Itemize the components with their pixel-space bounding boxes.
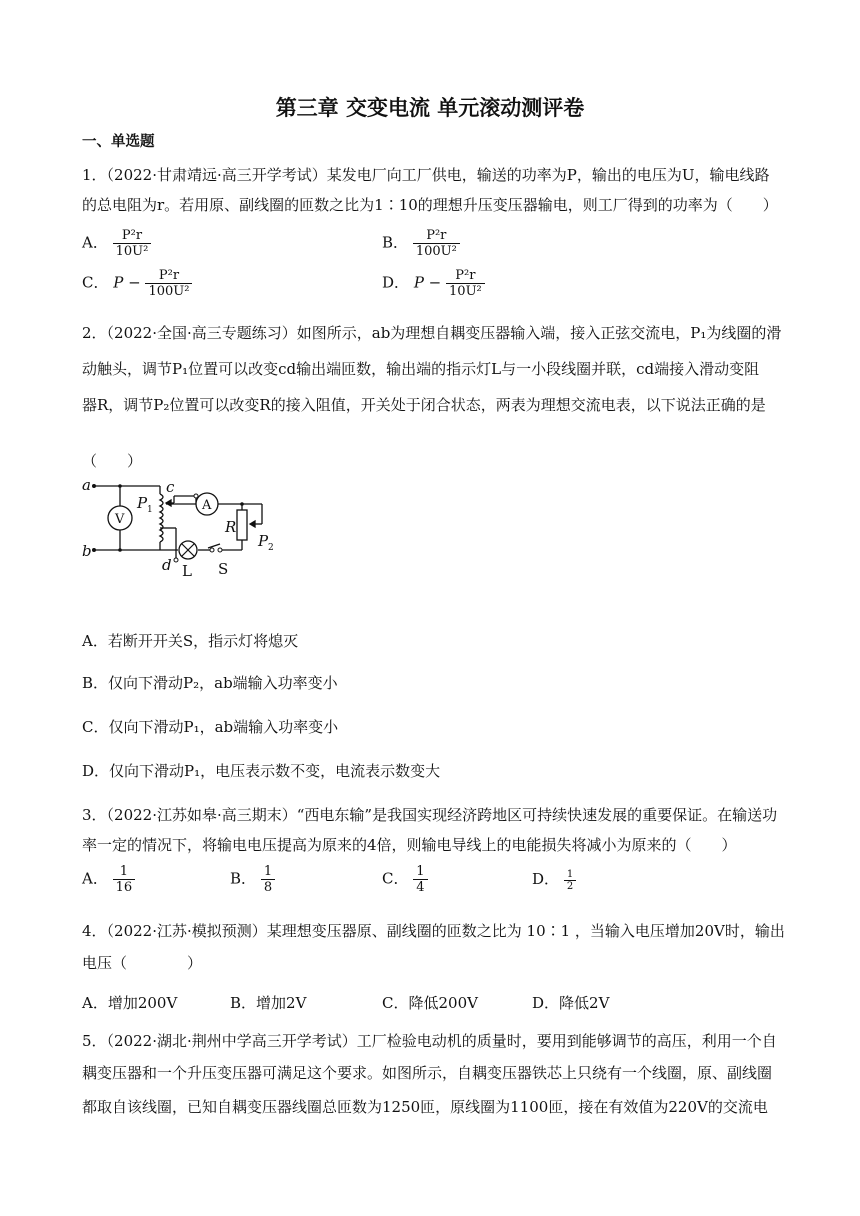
label-p2: P	[258, 532, 269, 550]
fraction: $\frac{\text{P²r}}{\text{100U²}}$	[413, 228, 460, 259]
q3-option-d	[532, 868, 576, 892]
label-p1-sub: 1	[147, 505, 153, 515]
q5-line1: 5．（2022·湖北·荆州中学高三开学考试）工厂检验电动机的质量时，要用到能够调节的高压，利用一个自	[82, 1032, 777, 1050]
section-heading: 一、单选题	[82, 134, 155, 150]
circuit-diagram	[80, 474, 290, 584]
q1-option-c	[82, 268, 192, 299]
q2-option-c: C．仅向下滑动P₁，ab端输入功率变小	[82, 718, 339, 736]
fraction: $\frac{\text{P²r}}{\text{10U²}}$	[113, 228, 152, 259]
label-d: d	[162, 556, 172, 574]
q4-line2: 电压（ ）	[82, 954, 203, 972]
q1-option-a	[82, 228, 151, 259]
q4-line1: 4．（2022·江苏·模拟预测）某理想变压器原、副线圈的匝数之比为 10∶1 ，当输入电压增加20V时，输出	[82, 922, 785, 940]
option-label: C．	[382, 869, 409, 888]
fraction: $\frac{1}{16}$	[113, 864, 136, 895]
label-p1: P	[137, 494, 148, 512]
q3-line2: 率一定的情况下，将输电电压提高为原来的4倍，则输电导线上的电能损失将减小为原来的（ ）	[82, 836, 737, 854]
q2-line1: 2．（2022·全国·高三专题练习）如图所示，ab为理想自耦变压器输入端，接入正弦交流电，P₁为线圈的滑	[82, 324, 782, 342]
lamp-icon	[179, 541, 197, 559]
q3-line1: 3．（2022·江苏如皋·高三期末）“西电东输”是我国实现经济跨地区可持续快速发展的重要保证。在输送功	[82, 806, 778, 824]
option-prefix: P −	[413, 273, 442, 292]
label-s: S	[218, 560, 229, 578]
q2-option-d: D．仅向下滑动P₁，电压表示数不变，电流表示数变大	[82, 762, 441, 780]
label-ammeter: A	[202, 498, 212, 513]
q5-line2: 耦变压器和一个升压变压器可满足这个要求。如图所示，自耦变压器铁芯上只绕有一个线圈，原、副线圈	[82, 1064, 773, 1082]
label-p2-sub: 2	[268, 543, 274, 553]
q4-option-c: C．降低200V	[382, 994, 478, 1012]
option-label: C．	[82, 273, 109, 292]
fraction: $\frac{1}{2}$	[564, 869, 576, 892]
fraction: $\frac{1}{4}$	[413, 864, 427, 895]
q4-option-a: A．增加200V	[82, 994, 178, 1012]
q2-option-a: A．若断开开关S，指示灯将熄灭	[82, 632, 299, 650]
label-v: V	[115, 512, 125, 527]
q1-option-d	[382, 268, 485, 299]
q2-line2: 动触头，调节P₁位置可以改变cd输出端匝数，输出端的指示灯L与一小段线圈并联，cd端接入滑动变阻	[82, 360, 760, 378]
option-label: D．	[532, 870, 560, 888]
option-label: B．	[230, 869, 257, 888]
q5-line3: 都取自该线圈，已知自耦变压器线圈总匝数为1250匝，原线圈为1100匝，接在有效值为220V的交流电	[82, 1098, 768, 1116]
q2-line3: 器R，调节P₂位置可以改变R的接入阻值，开关处于闭合状态，两表为理想交流电表，以下说法正确的是	[82, 396, 766, 414]
q1-option-b	[382, 228, 460, 259]
option-prefix: P −	[113, 273, 141, 292]
page-title: 第三章 交变电流 单元滚动测评卷	[275, 96, 585, 120]
fraction: $\frac{\text{P²r}}{\text{100U²}}$	[145, 268, 192, 299]
option-label: B．	[382, 233, 409, 252]
label-r: R	[225, 518, 237, 536]
label-l: L	[182, 562, 192, 580]
label-a: a	[82, 476, 91, 494]
option-label: A．	[82, 233, 108, 252]
resistor-icon	[237, 510, 247, 540]
q3-option-c	[382, 864, 428, 895]
q4-option-d: D．降低2V	[532, 994, 610, 1012]
q3-option-b	[230, 864, 275, 895]
label-c: c	[166, 478, 175, 496]
q3-option-a	[82, 864, 135, 895]
fraction: $\frac{1}{8}$	[261, 864, 275, 895]
option-label: D．	[382, 273, 410, 292]
option-label: A．	[82, 869, 108, 888]
q2-option-b: B．仅向下滑动P₂，ab端输入功率变小	[82, 674, 338, 692]
q4-option-b: B．增加2V	[230, 994, 307, 1012]
label-b: b	[82, 542, 92, 560]
q1-line1: 1．（2022·甘肃靖远·高三开学考试）某发电厂向工厂供电，输送的功率为P，输出的电压为U，输电线路	[82, 166, 770, 184]
fraction: $\frac{\text{P²r}}{\text{10U²}}$	[446, 268, 485, 299]
q2-line4: （ ）	[82, 452, 143, 470]
q1-line2: 的总电阻为r。若用原、副线圈的匝数之比为1∶10的理想升压变压器输电，则工厂得到的功率为（ ）	[82, 196, 778, 214]
